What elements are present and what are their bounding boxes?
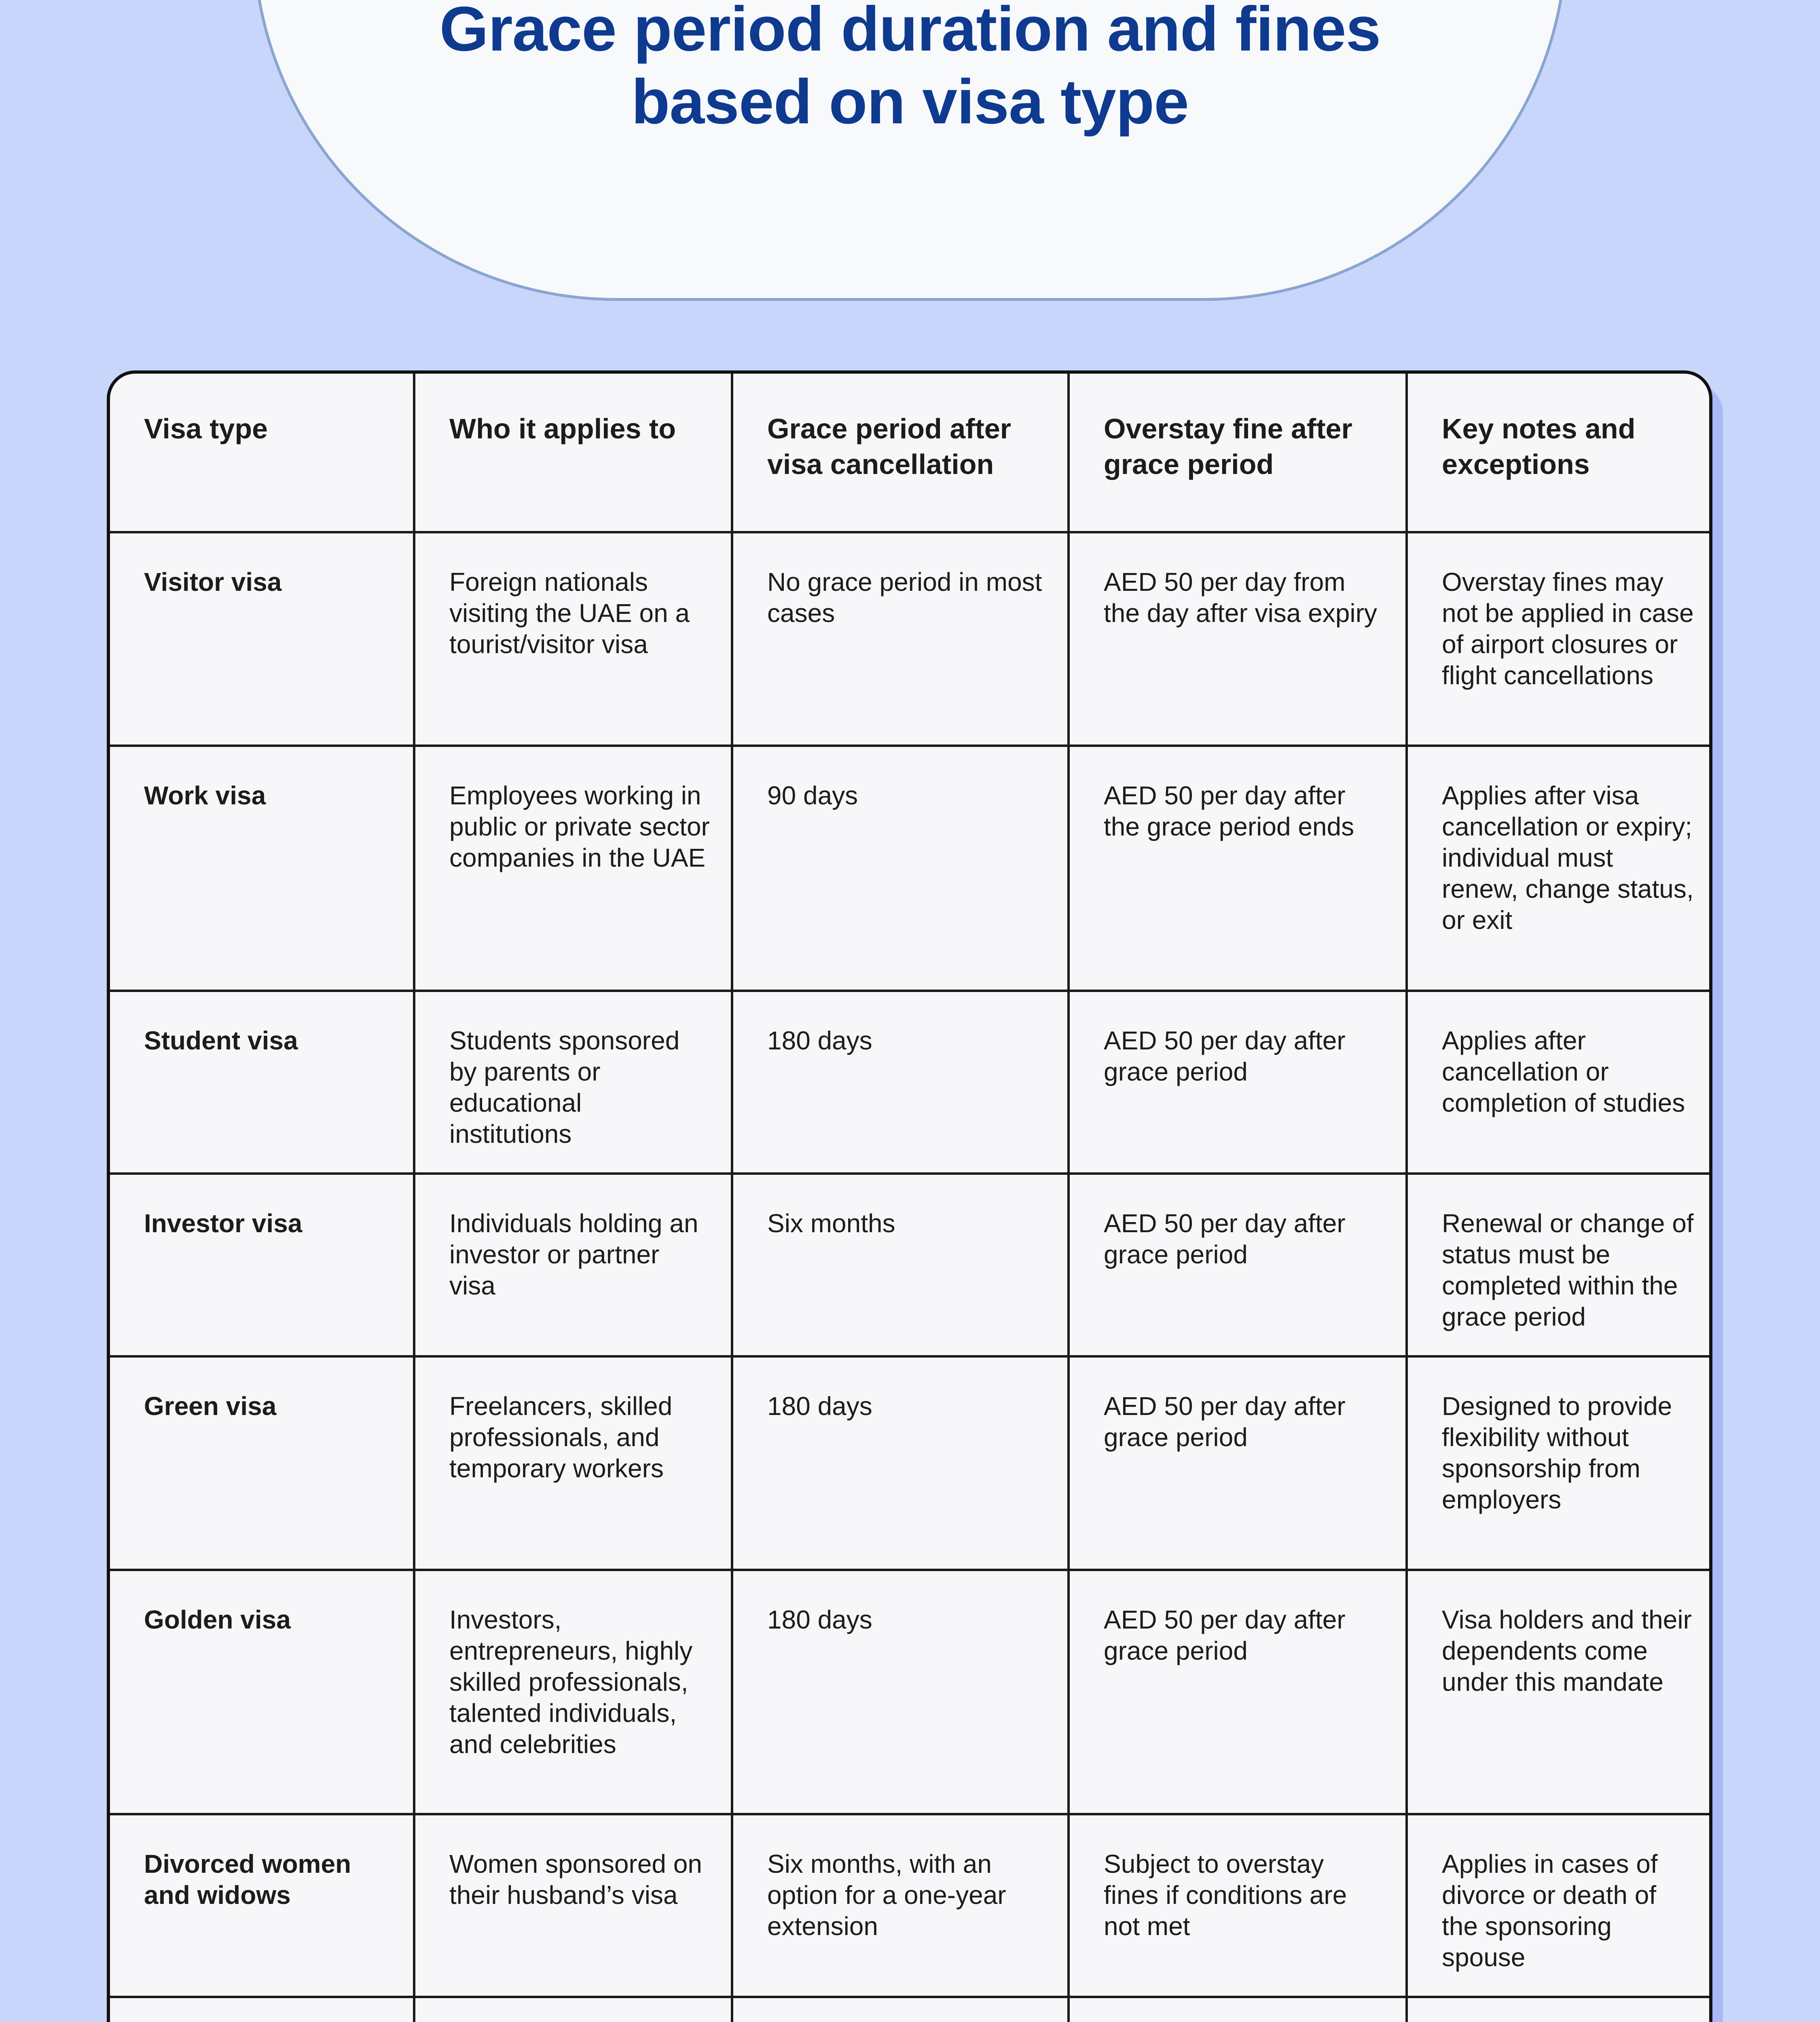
cell-fine: Subject to overstay fines if conditions are not met (1069, 1814, 1407, 1997)
cell-fine (1069, 1997, 1407, 2022)
visa-table-container (107, 370, 1712, 2022)
cell-visa-type (110, 1997, 414, 2022)
cell-visa-type: Green visa (110, 1356, 414, 1570)
table-row (110, 1356, 1712, 1570)
cell-fine: AED 50 per day after the grace period ends (1069, 746, 1407, 991)
cell-notes: Designed to provide flexibility without sponsorship from employers (1407, 1356, 1712, 1570)
table-row (110, 1174, 1712, 1356)
cell-fine: AED 50 per day after grace period (1069, 1174, 1407, 1356)
cell-who: Investors, entrepreneurs, highly skilled professionals, talented individuals, and celebrities (414, 1570, 732, 1814)
cell-grace: No grace period in most cases (732, 532, 1069, 746)
cell-notes: Renewal or change of status must be completed within the grace period (1407, 1174, 1712, 1356)
cell-grace: Six months (732, 1174, 1069, 1356)
table-row (110, 1997, 1712, 2022)
visa-table (110, 374, 1712, 2022)
cell-visa-type: Investor visa (110, 1174, 414, 1356)
cell-who: Women sponsored on their husband’s visa (414, 1814, 732, 1997)
cell-fine: AED 50 per day after grace period (1069, 1570, 1407, 1814)
cell-grace: 180 days (732, 1570, 1069, 1814)
header-fine: Overstay fine after grace period (1069, 374, 1407, 532)
cell-notes (1407, 1997, 1712, 2022)
cell-fine: AED 50 per day after grace period (1069, 1356, 1407, 1570)
cell-grace: 180 days (732, 991, 1069, 1174)
cell-visa-type: Divorced women and widows (110, 1814, 414, 1997)
cell-visa-type: Work visa (110, 746, 414, 991)
cell-notes: Applies in cases of divorce or death of the sponsoring spouse (1407, 1814, 1712, 1997)
cell-visa-type: Visitor visa (110, 532, 414, 746)
cell-grace (732, 1997, 1069, 2022)
cell-grace: Six months, with an option for a one-year extension (732, 1814, 1069, 1997)
header-visa-type: Visa type (110, 374, 414, 532)
cell-fine: AED 50 per day from the day after visa expiry (1069, 532, 1407, 746)
cell-who: Students sponsored by parents or educational institutions (414, 991, 732, 1174)
table-header-row (110, 374, 1712, 532)
title-line-1: Grace period duration and fines (439, 0, 1381, 64)
cell-notes: Visa holders and their dependents come under this mandate (1407, 1570, 1712, 1814)
title-line-2: based on visa type (631, 67, 1189, 137)
cell-grace: 90 days (732, 746, 1069, 991)
cell-who: Foreign nationals visiting the UAE on a tourist/visitor visa (414, 532, 732, 746)
cell-grace: 180 days (732, 1356, 1069, 1570)
page-title (255, 0, 1565, 138)
cell-notes: Applies after visa cancellation or expiry; individual must renew, change status, or exit (1407, 746, 1712, 991)
header-grace: Grace period after visa cancellation (732, 374, 1069, 532)
title-card (252, 0, 1568, 301)
table-row (110, 1570, 1712, 1814)
cell-who: Freelancers, skilled professionals, and temporary workers (414, 1356, 732, 1570)
cell-visa-type: Golden visa (110, 1570, 414, 1814)
cell-who: Employees working in public or private sector companies in the UAE (414, 746, 732, 991)
cell-who: Individuals holding an investor or partner visa (414, 1174, 732, 1356)
cell-who (414, 1997, 732, 2022)
table-row (110, 532, 1712, 746)
table-row (110, 991, 1712, 1174)
cell-notes: Overstay fines may not be applied in case of airport closures or flight cancellations (1407, 532, 1712, 746)
cell-fine: AED 50 per day after grace period (1069, 991, 1407, 1174)
header-notes: Key notes and exceptions (1407, 374, 1712, 532)
table-row (110, 1814, 1712, 1997)
cell-visa-type: Student visa (110, 991, 414, 1174)
table-row (110, 746, 1712, 991)
cell-notes: Applies after cancellation or completion of studies (1407, 991, 1712, 1174)
header-who: Who it applies to (414, 374, 732, 532)
